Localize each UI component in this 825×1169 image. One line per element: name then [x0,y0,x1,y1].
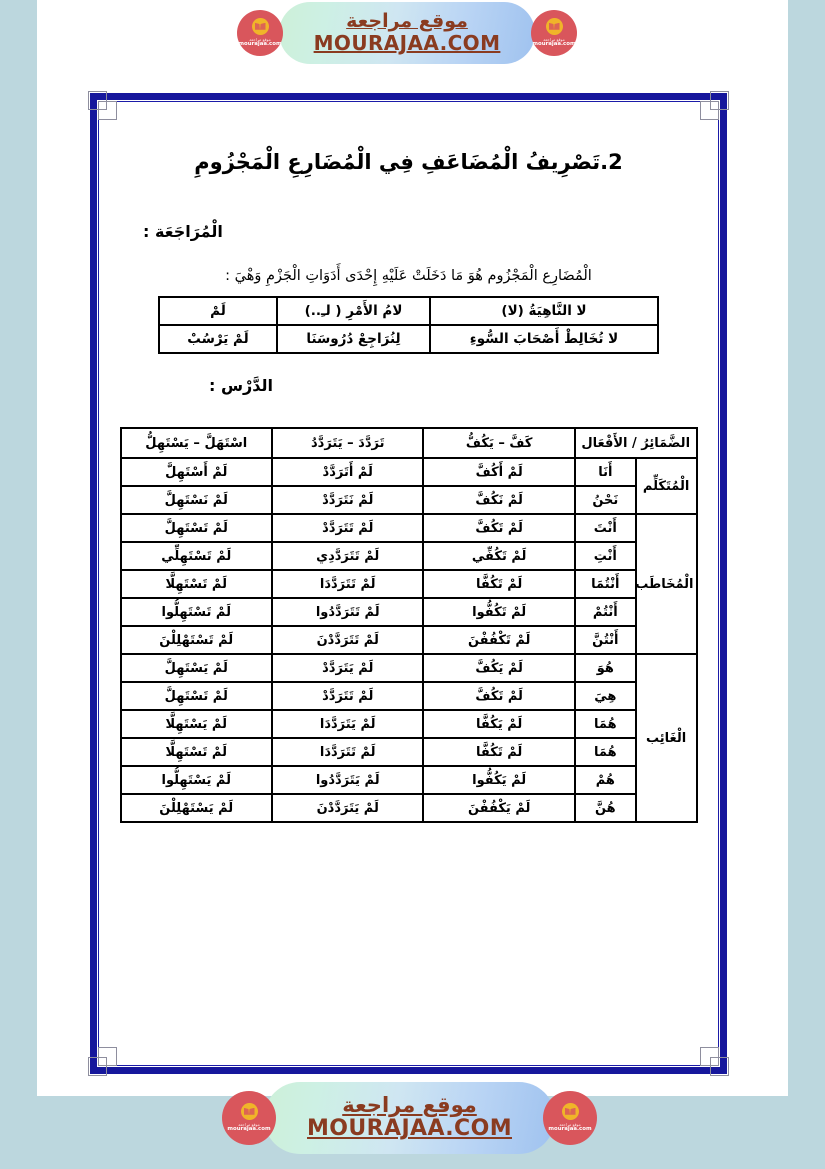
table-row [121,710,697,738]
verb-cell-taraddada: لَمْ تَتَرَدَّدِي [272,542,423,570]
table-row [121,626,697,654]
book-icon [241,1103,258,1120]
verb-cell-taraddada: لَمْ يَتَرَدَّدَا [272,710,423,738]
table-row [159,325,658,353]
pronoun-cell: هِيَ [575,682,636,710]
pronoun-cell: هُنَّ [575,794,636,822]
pronoun-group-cell: الْغَائِب [636,654,697,822]
banner-arabic-title: موقع مراجعة [346,10,468,33]
table-header-row [121,428,697,458]
verb-cell-istahalla: لَمْ تَسْتَهِلَّ [121,514,273,542]
logo-caption-domain: mourajaa.com [238,41,282,48]
table-row [121,682,697,710]
verb-cell-kaffa: لَمْ تَكُفَّا [423,738,574,766]
logo-caption-arabic: موقع مراجعة [543,36,565,42]
pronoun-cell: هُمَا [575,710,636,738]
pronoun-cell: هُمَا [575,738,636,766]
table-row [121,738,697,766]
verb-cell-kaffa: لَمْ يَكْفُفْنَ [423,794,574,822]
table-row [121,514,697,542]
pronoun-cell: أَنَا [575,458,636,486]
jazm-example-lam-amr: لِنُرَاجِعْ دُرُوسَنَا [277,325,430,353]
verb-cell-taraddada: لَمْ تَتَرَدَّدَا [272,738,423,766]
jazm-table-body [159,297,658,353]
verb-cell-taraddada: لَمْ أَتَرَدَّدْ [272,458,423,486]
verb-cell-taraddada: لَمْ تَتَرَدَّدُوا [272,598,423,626]
review-section-label: الْمُرَاجَعَة : [143,222,223,241]
mourajaa-logo-icon-right [543,1091,597,1145]
conjugation-table-wrapper [120,427,698,823]
verb-cell-istahalla: لَمْ تَسْتَهِلَّا [121,738,273,766]
worksheet-content [97,100,720,1067]
verb-cell-taraddada: لَمْ تَتَرَدَّدْ [272,682,423,710]
column-header-istahalla: اسْتَهَلَّ – يَسْتَهِلُّ [121,428,273,458]
verb-cell-istahalla: لَمْ نَسْتَهِلَّ [121,486,273,514]
pronoun-cell: نَحْنُ [575,486,636,514]
jazm-tool-lam-amr: لامُ الأَمْرِ ( لـِ..) [277,297,430,325]
verb-cell-kaffa: لَمْ نَكُفَّ [423,486,574,514]
verb-cell-istahalla: لَمْ يَسْتَهِلَّا [121,710,273,738]
verb-cell-istahalla: لَمْ تَسْتَهْلِلْنَ [121,626,273,654]
jazm-example-lam: لَمْ يَرْسُبْ [159,325,277,353]
pronoun-cell: أَنْتُنَّ [575,626,636,654]
pronoun-group-cell: الْمُخَاطَب [636,514,697,654]
pronoun-group-cell: الْمُتَكَلِّم [636,458,697,514]
verb-cell-taraddada: لَمْ يَتَرَدَّدْنَ [272,794,423,822]
column-header-pronouns-verbs: الضَّمَائِرُ / الأَفْعَال [575,428,697,458]
verb-cell-taraddada: لَمْ تَتَرَدَّدَا [272,570,423,598]
jazm-particles-table [158,296,659,354]
verb-cell-kaffa: لَمْ تَكُفُّوا [423,598,574,626]
verb-cell-istahalla: لَمْ يَسْتَهْلِلْنَ [121,794,273,822]
verb-cell-kaffa: لَمْ تَكْفُفْنَ [423,626,574,654]
table-row [121,458,697,486]
jazm-tool-lam: لَمْ [159,297,277,325]
table-row [121,570,697,598]
book-icon [562,1103,579,1120]
banner-domain-title: MOURAJAA.COM [313,31,501,56]
column-header-taraddada: تَرَدَّدَ – يَتَرَدَّدُ [272,428,423,458]
pronoun-cell: أَنْتِ [575,542,636,570]
table-row [121,486,697,514]
pronoun-cell: أَنْتُمَا [575,570,636,598]
footer-branding-banner [222,1082,597,1154]
conjugation-table-head [121,428,697,458]
verb-cell-kaffa: لَمْ أَكُفَّ [423,458,574,486]
verb-cell-istahalla: لَمْ يَسْتَهِلُّوا [121,766,273,794]
verb-cell-taraddada: لَمْ تَتَرَدَّدْ [272,514,423,542]
logo-caption-arabic: موقع مراجعة [249,36,271,42]
banner-arabic-title: موقع مراجعة [342,1092,477,1117]
table-row [121,766,697,794]
pronoun-cell: هُمْ [575,766,636,794]
conjugation-table [120,427,698,823]
verb-cell-taraddada: لَمْ يَتَرَدَّدُوا [272,766,423,794]
pronoun-cell: أَنْتُمْ [575,598,636,626]
logo-caption-domain: mourajaa.com [532,41,576,48]
verb-cell-istahalla: لَمْ أَسْتَهِلَّ [121,458,273,486]
pronoun-cell: أَنْتَ [575,514,636,542]
column-header-kaffa: كَفَّ – يَكُفُّ [423,428,574,458]
banner-domain-title: MOURAJAA.COM [307,1116,512,1142]
logo-caption-arabic: موقع مراجعة [238,1121,260,1127]
verb-cell-kaffa: لَمْ تَكُفَّ [423,514,574,542]
conjugation-table-body [121,458,697,822]
verb-cell-istahalla: لَمْ تَسْتَهِلِّي [121,542,273,570]
table-row [121,598,697,626]
verb-cell-istahalla: لَمْ يَسْتَهِلَّ [121,654,273,682]
definition-sentence: الْمُضَارِع الْمَجْزُوم هُوَ مَا دَخَلَتْ عَلَيْهِ إِحْدَى أَدَوَاتِ الْجَزْمِ وَهْيَ : [225,268,592,284]
verb-cell-istahalla: لَمْ تَسْتَهِلُّوا [121,598,273,626]
table-row [159,297,658,325]
logo-caption-domain: mourajaa.com [548,1126,592,1133]
mourajaa-logo-icon-left [237,10,283,56]
mourajaa-logo-icon-left [222,1091,276,1145]
lesson-section-label: الدَّرْس : [209,376,273,395]
banner-text [314,11,501,55]
banner-text [307,1094,512,1142]
verb-cell-kaffa: لَمْ تَكُفِّي [423,542,574,570]
mourajaa-logo-icon-right [531,10,577,56]
book-icon [546,18,563,35]
verb-cell-kaffa: لَمْ يَكُفُّوا [423,766,574,794]
verb-cell-taraddada: لَمْ تَتَرَدَّدْنَ [272,626,423,654]
table-row [121,794,697,822]
logo-caption-domain: mourajaa.com [227,1126,271,1133]
verb-cell-kaffa: لَمْ تَكُفَّ [423,682,574,710]
logo-caption-arabic: موقع مراجعة [559,1121,581,1127]
book-icon [252,18,269,35]
verb-cell-kaffa: لَمْ تَكُفَّا [423,570,574,598]
table-row [121,654,697,682]
page-title: 2.تَصْرِيفُ الْمُضَاعَفِ فِي الْمُضَارِعِ الْمَجْزُومِ [194,150,623,174]
verb-cell-kaffa: لَمْ يَكُفَّ [423,654,574,682]
verb-cell-taraddada: لَمْ نَتَرَدَّدْ [272,486,423,514]
table-row [121,542,697,570]
verb-cell-kaffa: لَمْ يَكُفَّا [423,710,574,738]
pronoun-cell: هُوَ [575,654,636,682]
verb-cell-istahalla: لَمْ تَسْتَهِلَّا [121,570,273,598]
jazm-tool-nahiya: لا النَّاهِيَةُ (لا) [430,297,658,325]
verb-cell-taraddada: لَمْ يَتَرَدَّدْ [272,654,423,682]
jazm-example-nahiya: لا تُخَالِطْ أَصْحَابَ السُّوءِ [430,325,658,353]
header-branding-banner [237,2,577,64]
verb-cell-istahalla: لَمْ تَسْتَهِلَّ [121,682,273,710]
